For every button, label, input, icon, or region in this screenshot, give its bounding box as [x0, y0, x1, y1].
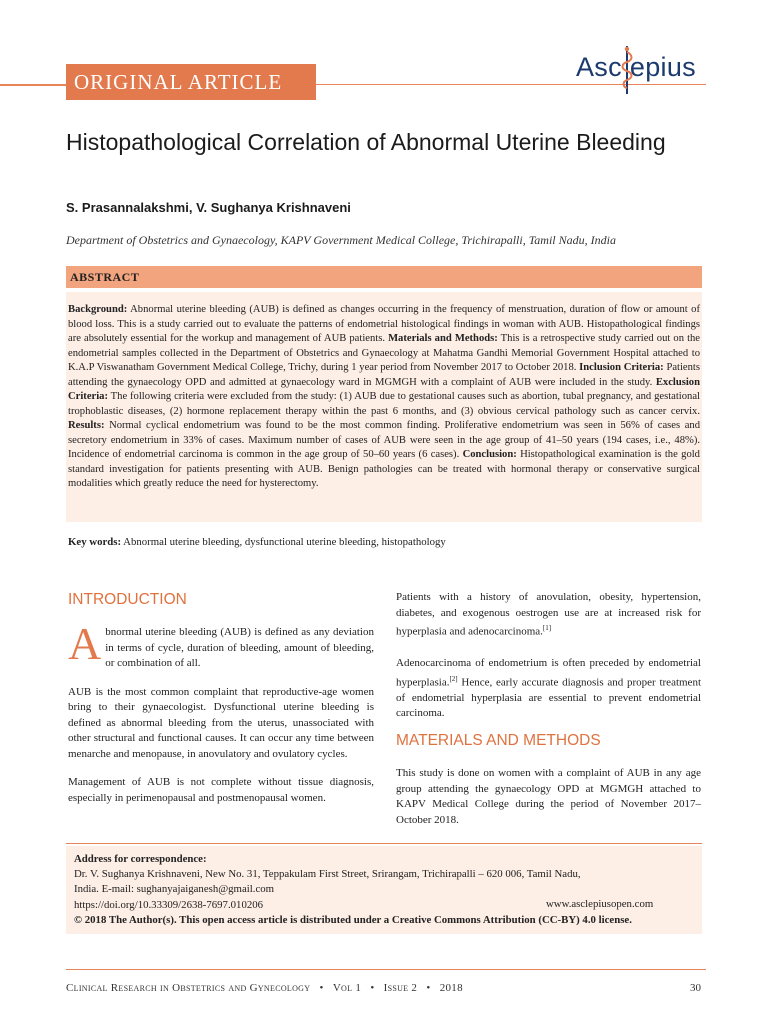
drop-cap: A: [68, 618, 102, 669]
header-rule-left: [0, 84, 66, 86]
correspondence-label: Address for correspondence:: [74, 853, 207, 865]
article-type-badge: ORIGINAL ARTICLE: [66, 64, 316, 100]
intro-paragraph-3: Management of AUB is not complete without tissue diagnosis, especially in perimenopausal and postmenopausal women.: [68, 776, 374, 804]
keywords: Key words: Abnormal uterine bleeding, dysfunctional uterine bleeding, histopathology: [68, 536, 446, 548]
abstract-heading: ABSTRACT: [66, 266, 702, 288]
issue: Issue 2: [383, 982, 418, 994]
introduction-left-column: [68, 618, 374, 806]
intro-paragraph-1: Abnormal uterine bleeding (AUB) is defined as any deviation in terms of cycle, duration of bleeding, amount of bleeding, or combination of all.: [68, 618, 374, 669]
correspondence-email[interactable]: India. E-mail: sughanyajaiganesh@gmail.com: [74, 883, 275, 896]
introduction-right-column: [396, 590, 701, 722]
doi-link[interactable]: https://doi.org/10.33309/2638-7697.010206: [74, 898, 264, 911]
year: 2018: [439, 982, 463, 994]
license-statement: © 2018 The Author(s). This open access article is distributed under a Creative Commons Attribution (CC-BY) 4.0 license.: [74, 913, 632, 926]
abstract-body: Background: Abnormal uterine bleeding (AUB) is defined as changes occurring in the frequency of menstruation, duration of flow or amount of blood loss. This is a study carried out to evaluate the patterns of endometrial histological findings in woman with AUB. Histopathological findings are absolutely essential for the workup and management of AUB patients. Materials and Methods: This is a retrospective study carried out on the endometrial samples collected in the Department of Obstetrics and Gynaecology at Mahatma Gandhi Memorial Government Hospital attached to K.A.P Viswanatham Government Medical College, Trichy, during 1 year period from November 2017 to October 2018. Inclusion Criteria: Patients attending the gynaecology OPD and admitted at gynaecology ward in MGMGH with a complaint of AUB were included in the study. Exclusion Criteria: The following criteria were excluded from the study: (1) AUB due to gestational causes such as abortion, tubal pregnancy, and gestational trophoblastic diseases, (2) hormone replacement therapy within the past 6 months, and (3) obvious cervical pathology such as cancer cervix. Results: Normal cyclical endometrium was found to be the most common finding. Proliferative endometrium was seen in 56% of cases and secretory endometrium in 33% of cases. Maximum number of cases of AUB were seen in the age group of 41–50 years (194 cases, i.e., 48%). Incidence of endometrial carcinoma is common in the age group of 50–60 years (6 cases). Conclusion: Histopathological examination is the gold standard investigation for patients presenting with AUB. Benign pathologies can be treated with hormonal therapy or conservative surgical modalities which greatly reduce the need for hysterectomy.: [68, 304, 701, 489]
publisher-website-link[interactable]: www.asclepiusopen.com: [546, 898, 654, 910]
intro-paragraph-4: Patients with a history of anovulation, obesity, hypertension, diabetes, and exogenous oestrogen use are at increased risk for hyperplasia and adenocarcinoma.[1]: [396, 591, 701, 638]
article-title: Histopathological Correlation of Abnormal Uterine Bleeding: [66, 129, 666, 155]
methods-heading: MATERIALS AND METHODS: [396, 732, 601, 749]
methods-paragraph-1: This study is done on women with a complaint of AUB in any age group attending the gynaecology OPD at MGMGH attached to KAPV Medical College during the period of November 2017–October 2018.: [396, 767, 701, 826]
correspondence-text: [74, 852, 694, 928]
rod-of-asclepius-icon: [620, 44, 634, 96]
page-number: 30: [690, 982, 701, 994]
correspondence-address: Dr. V. Sughanya Krishnaveni, New No. 31, Teppakulam First Street, Srirangam, Trichirapalli – 620 006, Tamil Nadu,: [74, 868, 581, 881]
correspondence-rule: [66, 843, 702, 844]
footer-rule: [66, 969, 706, 970]
logo-wordmark: Asc epius: [576, 52, 696, 82]
intro-paragraph-5: Adenocarcinoma of endometrium is often preceded by endometrial hyperplasia.[2] Hence, early accurate diagnosis and proper treatment of endometrial hyperplasia are essential to prevent endometrial carcinoma.: [396, 657, 701, 720]
intro-paragraph-2: AUB is the most common complaint that reproductive-age women bring to their gynaecologist. Dysfunctional uterine bleeding is defined as abnormal bleeding from the uterus, unassociated with other structural and functional causes. It can occur any time between menarche and menopause, in anovulatory and ovulatory cycles.: [68, 685, 374, 760]
volume: Vol 1: [332, 982, 362, 994]
author-list: S. Prasannalakshmi, V. Sughanya Krishnaveni: [66, 200, 351, 215]
running-footer: Clinical Research in Obstetrics and Gynecology • Vol 1 • Issue 2 • 2018: [66, 982, 463, 994]
publisher-logo: [576, 44, 700, 96]
introduction-heading: INTRODUCTION: [68, 591, 187, 608]
affiliation: Department of Obstetrics and Gynaecology, KAPV Government Medical College, Trichirapalli, Tamil Nadu, India: [66, 233, 616, 247]
journal-name: Clinical Research in Obstetrics and Gynecology: [66, 982, 311, 994]
